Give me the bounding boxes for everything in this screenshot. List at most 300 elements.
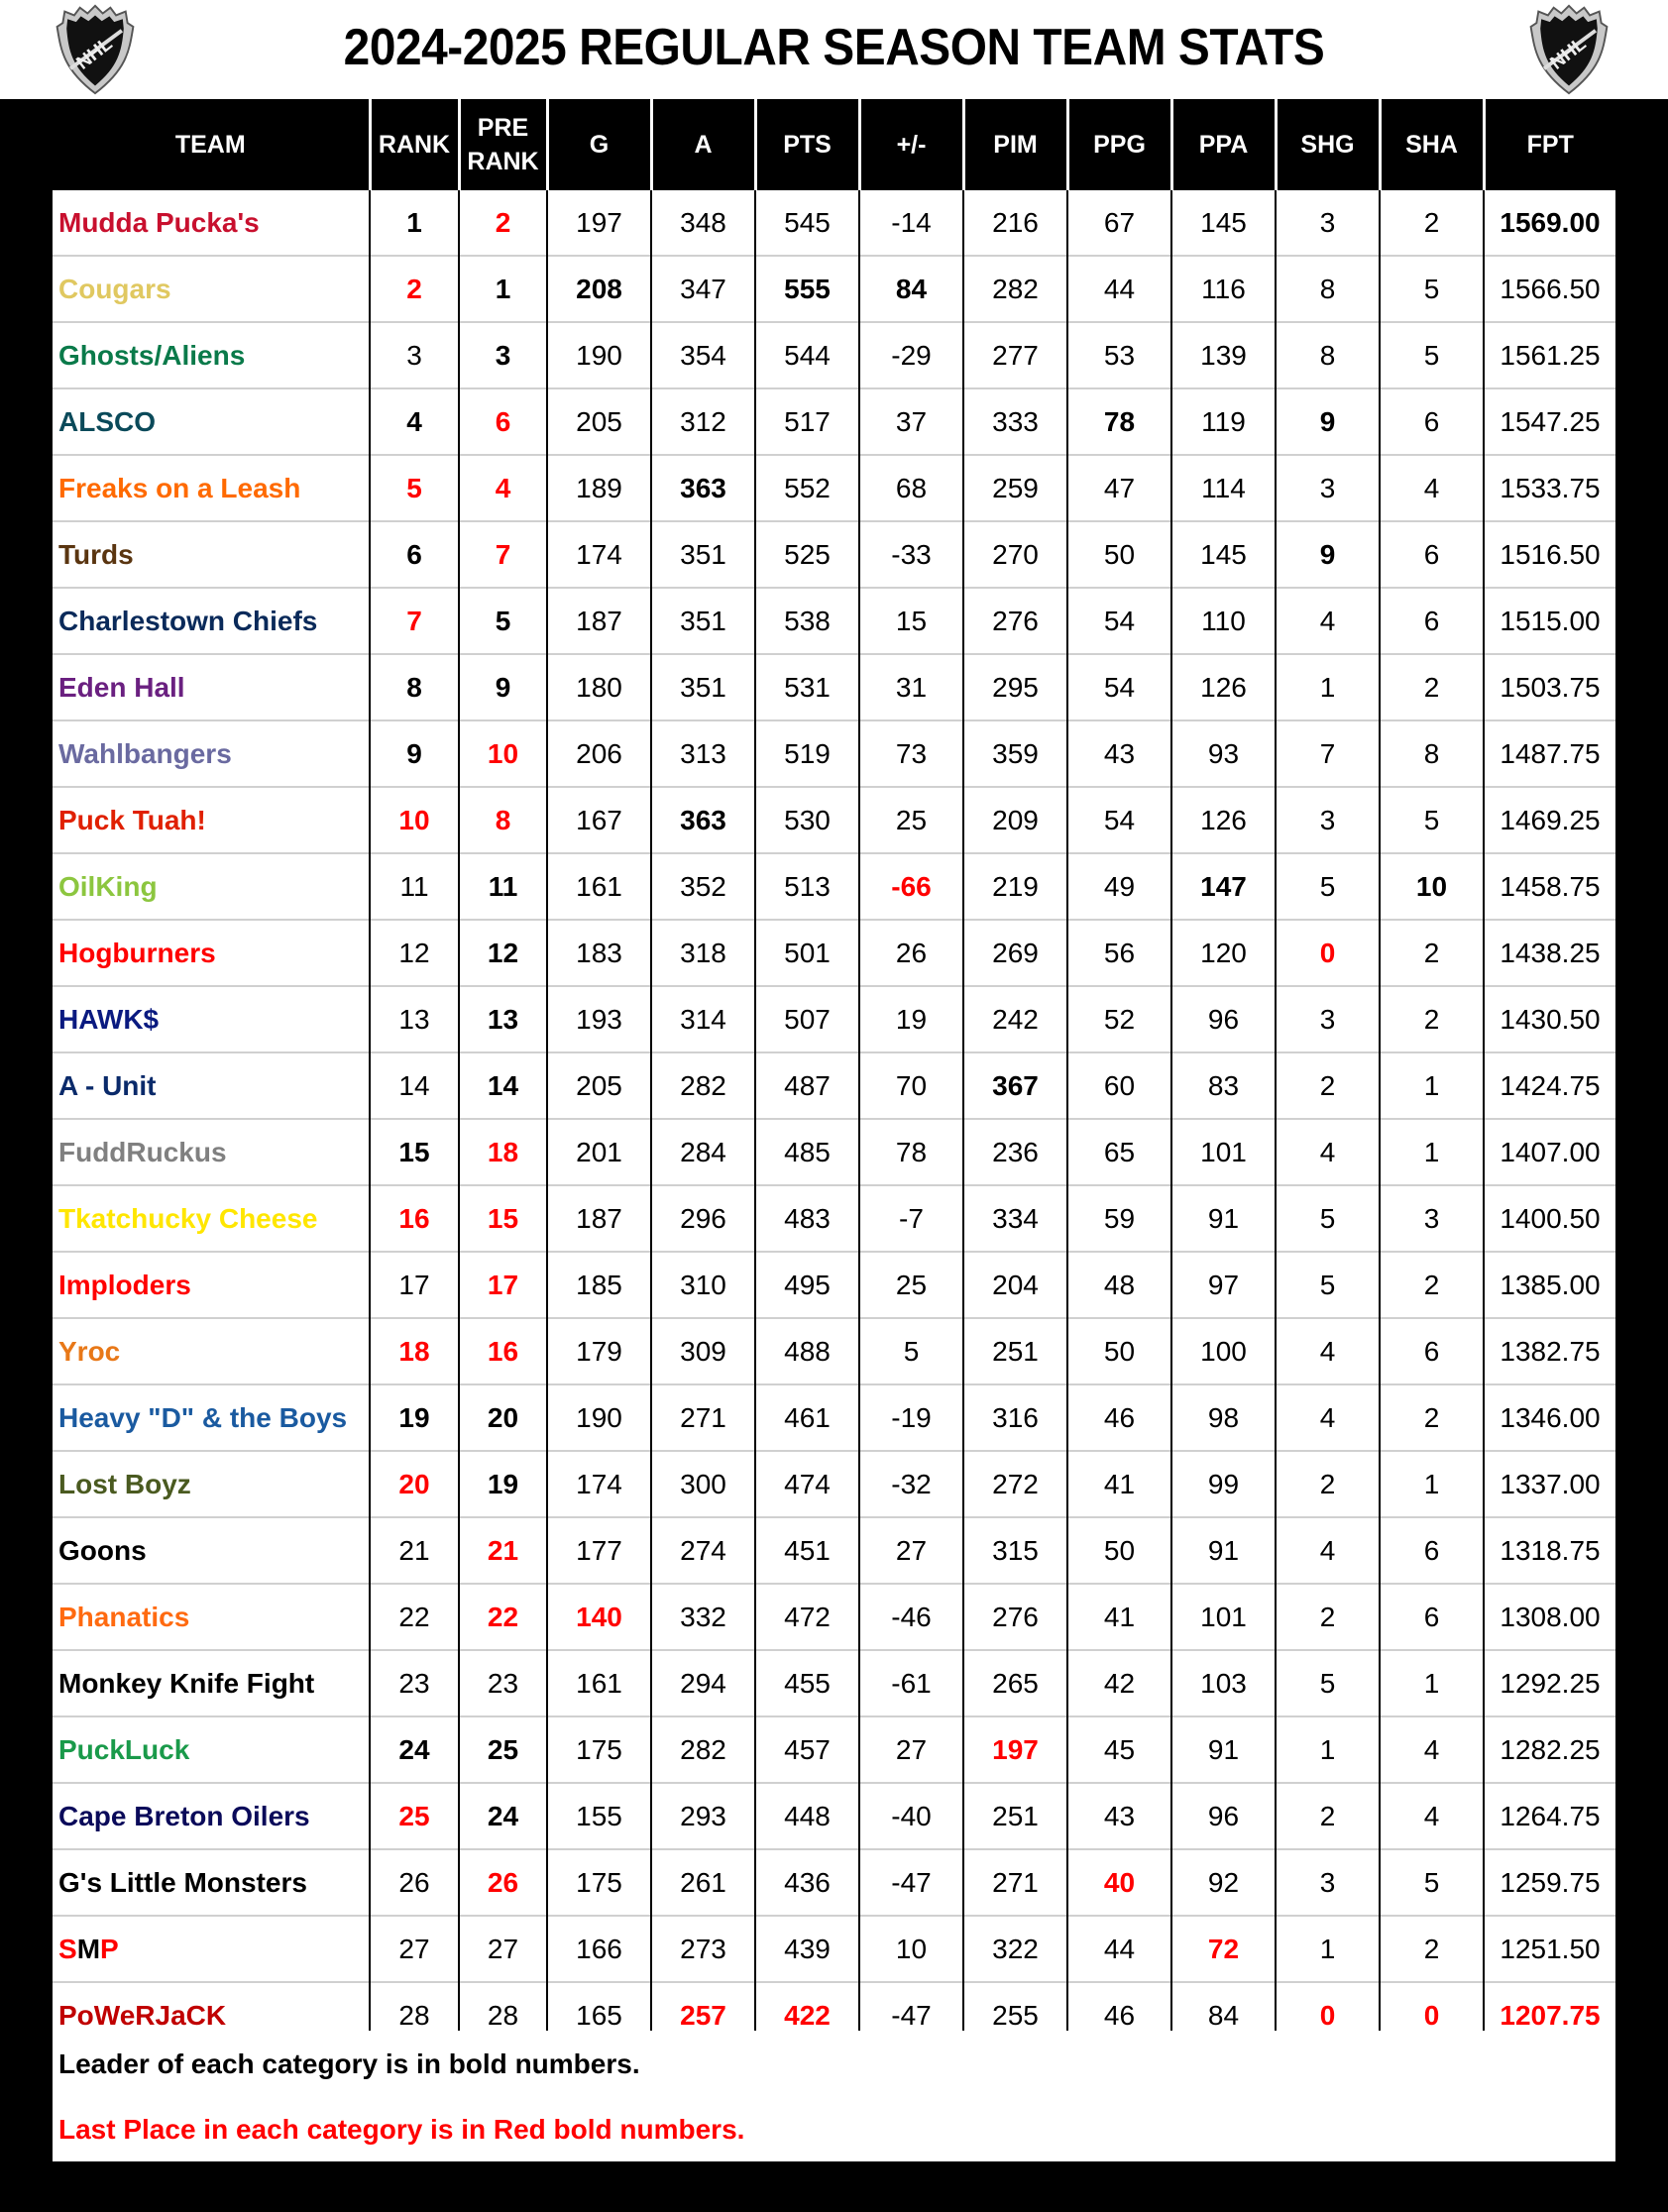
row-margin [0, 1384, 53, 1451]
cell-a: 363 [651, 455, 755, 521]
cell-pts: 436 [755, 1849, 859, 1916]
title-bar [0, 0, 1668, 99]
col-header-pts[interactable]: PTS [755, 99, 859, 190]
cell-g: 197 [547, 190, 651, 256]
cell-g: 165 [547, 1982, 651, 2047]
team-name: PuckLuck [53, 1716, 370, 1783]
cell-sha: 5 [1380, 787, 1484, 853]
cell-ppg: 40 [1067, 1849, 1171, 1916]
cell-sha: 0 [1380, 1982, 1484, 2047]
cell-a: 261 [651, 1849, 755, 1916]
cell-pim: 276 [963, 588, 1067, 654]
col-header-shg[interactable]: SHG [1276, 99, 1380, 190]
row-margin [0, 1916, 53, 1982]
col-header-a[interactable]: A [651, 99, 755, 190]
cell-shg: 4 [1276, 1318, 1380, 1384]
table-row[interactable] [0, 1916, 1668, 1982]
row-margin [1615, 588, 1668, 654]
cell-pim: 216 [963, 190, 1067, 256]
col-header-pim[interactable]: PIM [963, 99, 1067, 190]
team-name: FuddRuckus [53, 1119, 370, 1185]
cell-shg: 5 [1276, 853, 1380, 920]
cell-ppa: 97 [1171, 1252, 1276, 1318]
cell-sha: 6 [1380, 1584, 1484, 1650]
cell-shg: 2 [1276, 1451, 1380, 1517]
cell-shg: 9 [1276, 521, 1380, 588]
cell-shg: 1 [1276, 1916, 1380, 1982]
team-name: Imploders [53, 1252, 370, 1318]
cell-sha: 2 [1380, 1252, 1484, 1318]
cell-ppa: 139 [1171, 322, 1276, 388]
cell-ppa: 110 [1171, 588, 1276, 654]
cell-fpt: 1251.50 [1484, 1916, 1615, 1982]
cell-fpt: 1424.75 [1484, 1052, 1615, 1119]
row-margin [0, 1517, 53, 1584]
cell-g: 208 [547, 256, 651, 322]
col-header-g[interactable]: G [547, 99, 651, 190]
col-header-ppa[interactable]: PPA [1171, 99, 1276, 190]
cell-fpt: 1282.25 [1484, 1716, 1615, 1783]
cell-shg: 4 [1276, 1517, 1380, 1584]
col-header-sha[interactable]: SHA [1380, 99, 1484, 190]
cell-sha: 5 [1380, 322, 1484, 388]
cell-rank: 17 [370, 1252, 459, 1318]
cell-sha: 5 [1380, 256, 1484, 322]
cell-pts: 472 [755, 1584, 859, 1650]
col-header-plus-minus[interactable]: +/- [859, 99, 963, 190]
cell-sha: 2 [1380, 1916, 1484, 1982]
cell-pts: 451 [755, 1517, 859, 1584]
cell-ppa: 91 [1171, 1716, 1276, 1783]
cell-pts: 455 [755, 1650, 859, 1716]
cell-pre-rank: 3 [459, 322, 547, 388]
cell-pim: 271 [963, 1849, 1067, 1916]
cell-g: 161 [547, 1650, 651, 1716]
cell-ppa: 101 [1171, 1119, 1276, 1185]
cell-a: 354 [651, 322, 755, 388]
cell-rank: 7 [370, 588, 459, 654]
cell-a: 314 [651, 986, 755, 1052]
cell-pim: 251 [963, 1318, 1067, 1384]
cell-ppa: 114 [1171, 455, 1276, 521]
cell-shg: 5 [1276, 1650, 1380, 1716]
cell-pm: 26 [859, 920, 963, 986]
row-margin [0, 256, 53, 322]
row-margin [1615, 1451, 1668, 1517]
table-row[interactable] [0, 1252, 1668, 1318]
team-name: Phanatics [53, 1584, 370, 1650]
cell-shg: 4 [1276, 1119, 1380, 1185]
cell-rank: 14 [370, 1052, 459, 1119]
cell-pim: 276 [963, 1584, 1067, 1650]
team-name: Turds [53, 521, 370, 588]
row-margin [1615, 1252, 1668, 1318]
cell-pts: 525 [755, 521, 859, 588]
cell-g: 193 [547, 986, 651, 1052]
row-margin [0, 322, 53, 388]
cell-rank: 5 [370, 455, 459, 521]
table-row[interactable] [0, 1783, 1668, 1849]
cell-rank: 3 [370, 322, 459, 388]
cell-a: 363 [651, 787, 755, 853]
cell-ppa: 98 [1171, 1384, 1276, 1451]
cell-pm: 31 [859, 654, 963, 720]
cell-rank: 6 [370, 521, 459, 588]
row-margin [1615, 1052, 1668, 1119]
cell-a: 312 [651, 388, 755, 455]
cell-rank: 13 [370, 986, 459, 1052]
cell-sha: 2 [1380, 920, 1484, 986]
cell-pre-rank: 21 [459, 1517, 547, 1584]
team-name: ALSCO [53, 388, 370, 455]
row-margin [0, 1716, 53, 1783]
cell-ppg: 50 [1067, 1517, 1171, 1584]
cell-pre-rank: 9 [459, 654, 547, 720]
cell-pre-rank: 26 [459, 1849, 547, 1916]
legend-last-place-note: Last Place in each category is in Red bold numbers. [58, 2114, 745, 2145]
cell-sha: 6 [1380, 1517, 1484, 1584]
cell-pm: 15 [859, 588, 963, 654]
cell-a: 313 [651, 720, 755, 787]
cell-ppa: 83 [1171, 1052, 1276, 1119]
row-margin [0, 1849, 53, 1916]
cell-a: 352 [651, 853, 755, 920]
cell-pre-rank: 20 [459, 1384, 547, 1451]
cell-pim: 219 [963, 853, 1067, 920]
header-spacer [0, 99, 53, 190]
cell-ppg: 45 [1067, 1716, 1171, 1783]
cell-pts: 513 [755, 853, 859, 920]
cell-g: 155 [547, 1783, 651, 1849]
table-row[interactable] [0, 455, 1668, 521]
cell-ppg: 53 [1067, 322, 1171, 388]
cell-pts: 483 [755, 1185, 859, 1252]
cell-pim: 367 [963, 1052, 1067, 1119]
col-header-fpt[interactable]: FPT [1484, 99, 1615, 190]
team-name: Charlestown Chiefs [53, 588, 370, 654]
cell-pts: 545 [755, 190, 859, 256]
cell-rank: 24 [370, 1716, 459, 1783]
cell-pm: -32 [859, 1451, 963, 1517]
table-row[interactable] [0, 920, 1668, 986]
cell-ppa: 126 [1171, 787, 1276, 853]
team-name: Eden Hall [53, 654, 370, 720]
cell-pim: 197 [963, 1716, 1067, 1783]
cell-ppg: 50 [1067, 521, 1171, 588]
cell-fpt: 1207.75 [1484, 1982, 1615, 2047]
cell-a: 310 [651, 1252, 755, 1318]
team-name: Wahlbangers [53, 720, 370, 787]
cell-sha: 3 [1380, 1185, 1484, 1252]
col-header-team[interactable]: TEAM [53, 99, 370, 190]
cell-pm: -46 [859, 1584, 963, 1650]
cell-rank: 1 [370, 190, 459, 256]
cell-pts: 552 [755, 455, 859, 521]
row-margin [0, 1119, 53, 1185]
cell-pim: 204 [963, 1252, 1067, 1318]
table-row[interactable] [0, 986, 1668, 1052]
row-margin [0, 1783, 53, 1849]
cell-pim: 242 [963, 986, 1067, 1052]
cell-a: 351 [651, 521, 755, 588]
table-row[interactable] [0, 1451, 1668, 1517]
cell-pre-rank: 8 [459, 787, 547, 853]
cell-a: 293 [651, 1783, 755, 1849]
cell-fpt: 1515.00 [1484, 588, 1615, 654]
cell-pm: 5 [859, 1318, 963, 1384]
cell-ppg: 67 [1067, 190, 1171, 256]
cell-pim: 259 [963, 455, 1067, 521]
cell-ppg: 46 [1067, 1384, 1171, 1451]
cell-fpt: 1458.75 [1484, 853, 1615, 920]
legend-leader-note: Leader of each category is in bold numbers. [58, 2048, 640, 2079]
cell-sha: 4 [1380, 1716, 1484, 1783]
table-row[interactable] [0, 1318, 1668, 1384]
cell-ppg: 54 [1067, 654, 1171, 720]
cell-fpt: 1292.25 [1484, 1650, 1615, 1716]
cell-pts: 448 [755, 1783, 859, 1849]
table-row[interactable] [0, 1716, 1668, 1783]
cell-rank: 18 [370, 1318, 459, 1384]
cell-pm: -19 [859, 1384, 963, 1451]
cell-pre-rank: 19 [459, 1451, 547, 1517]
cell-pre-rank: 2 [459, 190, 547, 256]
cell-rank: 9 [370, 720, 459, 787]
cell-pim: 315 [963, 1517, 1067, 1584]
cell-pre-rank: 17 [459, 1252, 547, 1318]
table-row[interactable] [0, 1650, 1668, 1716]
row-margin [0, 388, 53, 455]
cell-ppa: 147 [1171, 853, 1276, 920]
row-margin [0, 720, 53, 787]
team-name: PoWeRJaCK [53, 1982, 370, 2047]
team-name: Ghosts/Aliens [53, 322, 370, 388]
cell-ppa: 93 [1171, 720, 1276, 787]
row-margin [1615, 388, 1668, 455]
cell-ppg: 46 [1067, 1982, 1171, 2047]
table-row[interactable] [0, 787, 1668, 853]
cell-sha: 6 [1380, 1318, 1484, 1384]
cell-pts: 544 [755, 322, 859, 388]
cell-pim: 295 [963, 654, 1067, 720]
cell-g: 183 [547, 920, 651, 986]
cell-a: 274 [651, 1517, 755, 1584]
cell-sha: 1 [1380, 1119, 1484, 1185]
team-name: Freaks on a Leash [53, 455, 370, 521]
cell-sha: 6 [1380, 388, 1484, 455]
legend-box [53, 2031, 1615, 2161]
cell-pim: 269 [963, 920, 1067, 986]
cell-shg: 3 [1276, 986, 1380, 1052]
cell-g: 167 [547, 787, 651, 853]
cell-fpt: 1503.75 [1484, 654, 1615, 720]
table-row[interactable] [0, 388, 1668, 455]
cell-ppa: 99 [1171, 1451, 1276, 1517]
cell-pim: 334 [963, 1185, 1067, 1252]
cell-ppa: 92 [1171, 1849, 1276, 1916]
col-header-rank[interactable]: RANK [370, 99, 459, 190]
cell-rank: 22 [370, 1584, 459, 1650]
cell-ppg: 78 [1067, 388, 1171, 455]
cell-fpt: 1487.75 [1484, 720, 1615, 787]
cell-pre-rank: 25 [459, 1716, 547, 1783]
row-margin [0, 1584, 53, 1650]
cell-g: 205 [547, 1052, 651, 1119]
cell-pm: 25 [859, 787, 963, 853]
row-margin [1615, 1119, 1668, 1185]
header-spacer [1615, 99, 1668, 190]
row-margin [1615, 322, 1668, 388]
cell-pts: 517 [755, 388, 859, 455]
cell-sha: 1 [1380, 1650, 1484, 1716]
row-margin [0, 521, 53, 588]
cell-g: 175 [547, 1716, 651, 1783]
table-row[interactable] [0, 322, 1668, 388]
cell-rank: 12 [370, 920, 459, 986]
table-row[interactable] [0, 190, 1668, 256]
cell-sha: 1 [1380, 1052, 1484, 1119]
cell-a: 282 [651, 1716, 755, 1783]
team-name: Goons [53, 1517, 370, 1584]
cell-ppg: 54 [1067, 787, 1171, 853]
cell-pre-rank: 1 [459, 256, 547, 322]
cell-sha: 8 [1380, 720, 1484, 787]
row-margin [0, 1318, 53, 1384]
table-row[interactable] [0, 1119, 1668, 1185]
cell-sha: 2 [1380, 190, 1484, 256]
cell-pts: 555 [755, 256, 859, 322]
row-margin [1615, 1849, 1668, 1916]
cell-pts: 487 [755, 1052, 859, 1119]
cell-fpt: 1400.50 [1484, 1185, 1615, 1252]
cell-pre-rank: 5 [459, 588, 547, 654]
cell-pm: -47 [859, 1982, 963, 2047]
page-title: 2024-2025 REGULAR SEASON TEAM STATS [343, 19, 1325, 76]
cell-g: 190 [547, 1384, 651, 1451]
cell-a: 318 [651, 920, 755, 986]
cell-pm: 25 [859, 1252, 963, 1318]
cell-g: 166 [547, 1916, 651, 1982]
row-margin [1615, 1517, 1668, 1584]
cell-pts: 519 [755, 720, 859, 787]
row-margin [1615, 853, 1668, 920]
row-margin [1615, 1982, 1668, 2047]
cell-pm: -66 [859, 853, 963, 920]
cell-pts: 507 [755, 986, 859, 1052]
table-row[interactable] [0, 1517, 1668, 1584]
cell-a: 273 [651, 1916, 755, 1982]
cell-ppg: 48 [1067, 1252, 1171, 1318]
cell-shg: 0 [1276, 1982, 1380, 2047]
cell-pts: 461 [755, 1384, 859, 1451]
cell-ppg: 52 [1067, 986, 1171, 1052]
cell-g: 185 [547, 1252, 651, 1318]
cell-a: 309 [651, 1318, 755, 1384]
cell-ppa: 84 [1171, 1982, 1276, 2047]
team-name-part: M [76, 1933, 101, 1964]
table-row[interactable] [0, 1185, 1668, 1252]
team-name: Cougars [53, 256, 370, 322]
cell-a: 296 [651, 1185, 755, 1252]
table-row[interactable] [0, 1849, 1668, 1916]
cell-sha: 2 [1380, 1384, 1484, 1451]
table-row[interactable] [0, 853, 1668, 920]
row-margin [0, 787, 53, 853]
cell-fpt: 1430.50 [1484, 986, 1615, 1052]
cell-pre-rank: 4 [459, 455, 547, 521]
cell-pts: 474 [755, 1451, 859, 1517]
table-row[interactable] [0, 654, 1668, 720]
table-row[interactable] [0, 1384, 1668, 1451]
cell-rank: 27 [370, 1916, 459, 1982]
cell-rank: 8 [370, 654, 459, 720]
table-row[interactable] [0, 720, 1668, 787]
cell-g: 180 [547, 654, 651, 720]
table-row[interactable] [0, 256, 1668, 322]
cell-shg: 3 [1276, 1849, 1380, 1916]
cell-ppg: 41 [1067, 1584, 1171, 1650]
cell-pim: 265 [963, 1650, 1067, 1716]
cell-ppa: 145 [1171, 190, 1276, 256]
cell-ppg: 44 [1067, 256, 1171, 322]
row-margin [1615, 920, 1668, 986]
cell-pre-rank: 22 [459, 1584, 547, 1650]
cell-fpt: 1385.00 [1484, 1252, 1615, 1318]
table-body [0, 190, 1668, 2047]
cell-pm: 70 [859, 1052, 963, 1119]
cell-rank: 16 [370, 1185, 459, 1252]
cell-shg: 3 [1276, 190, 1380, 256]
team-name-part: P [100, 1933, 119, 1964]
row-margin [0, 1052, 53, 1119]
row-margin [0, 588, 53, 654]
cell-shg: 2 [1276, 1584, 1380, 1650]
cell-fpt: 1569.00 [1484, 190, 1615, 256]
cell-g: 174 [547, 1451, 651, 1517]
cell-ppa: 72 [1171, 1916, 1276, 1982]
cell-a: 294 [651, 1650, 755, 1716]
col-header-pre-rank[interactable] [459, 99, 547, 190]
cell-sha: 4 [1380, 455, 1484, 521]
cell-pim: 316 [963, 1384, 1067, 1451]
row-margin [1615, 455, 1668, 521]
row-margin [1615, 1185, 1668, 1252]
cell-pre-rank: 28 [459, 1982, 547, 2047]
cell-g: 177 [547, 1517, 651, 1584]
row-margin [0, 455, 53, 521]
cell-pm: 84 [859, 256, 963, 322]
nhl-logo-icon [1521, 2, 1616, 97]
row-margin [1615, 986, 1668, 1052]
cell-g: 201 [547, 1119, 651, 1185]
team-name: Tkatchucky Cheese [53, 1185, 370, 1252]
table-row[interactable] [0, 1584, 1668, 1650]
cell-fpt: 1566.50 [1484, 256, 1615, 322]
cell-ppa: 119 [1171, 388, 1276, 455]
cell-pre-rank: 6 [459, 388, 547, 455]
table-row[interactable] [0, 521, 1668, 588]
cell-ppa: 103 [1171, 1650, 1276, 1716]
cell-ppa: 120 [1171, 920, 1276, 986]
row-margin [1615, 1916, 1668, 1982]
cell-fpt: 1308.00 [1484, 1584, 1615, 1650]
cell-a: 257 [651, 1982, 755, 2047]
table-row[interactable] [0, 1052, 1668, 1119]
team-name: Puck Tuah! [53, 787, 370, 853]
table-row[interactable] [0, 588, 1668, 654]
cell-pre-rank: 14 [459, 1052, 547, 1119]
col-header-ppg[interactable]: PPG [1067, 99, 1171, 190]
